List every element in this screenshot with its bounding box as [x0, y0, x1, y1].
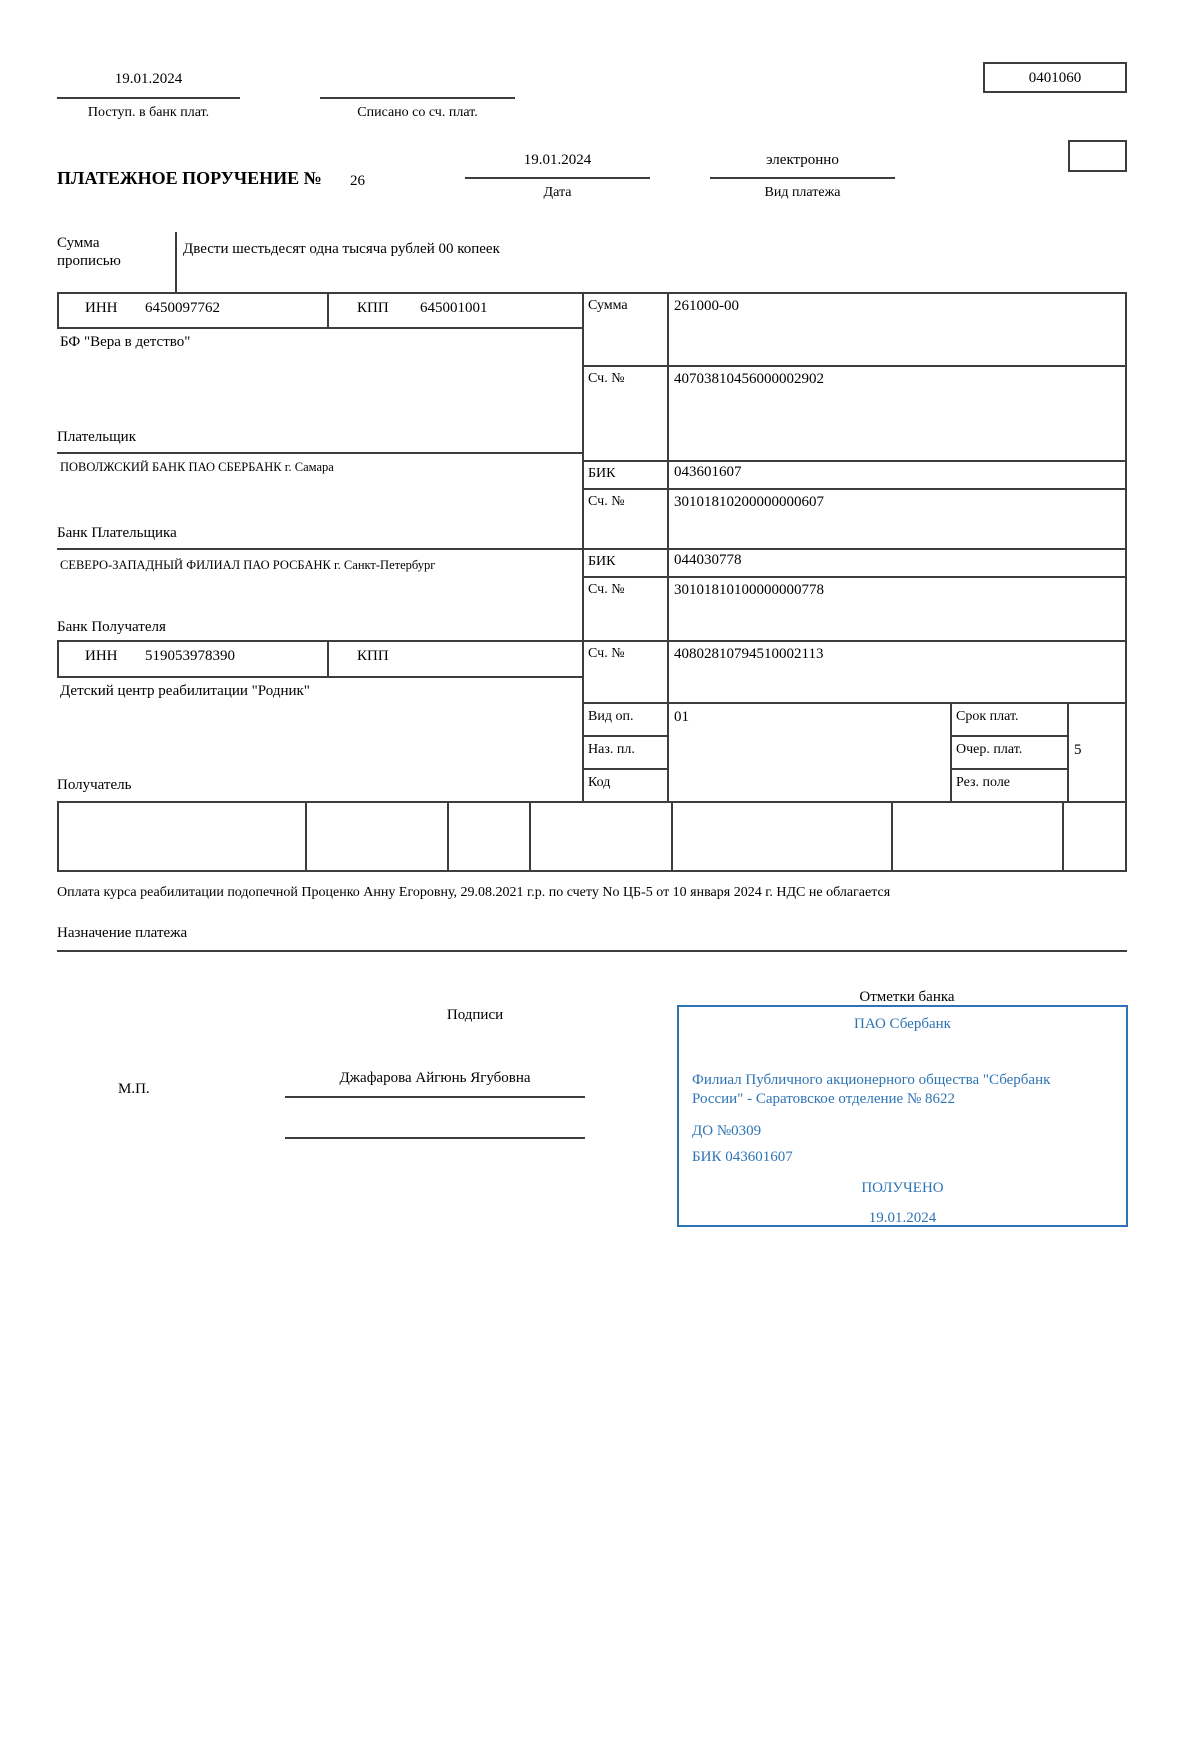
debited-from-account-label: Списано со сч. плат.	[357, 105, 478, 120]
rule	[57, 801, 59, 870]
signer-name: Джафарова Айгюнь Ягубовна	[339, 1070, 531, 1086]
rule	[175, 232, 177, 292]
payment-order-priority-value: 5	[1074, 742, 1082, 758]
stamp-office: ДО №0309	[692, 1123, 762, 1139]
beneficiary-account-value: 40802810794510002113	[674, 646, 824, 662]
rule	[57, 950, 1127, 952]
signatures-label: Подписи	[446, 1007, 504, 1023]
payment-purpose-text: Оплата курса реабилитации подопечной Проценко Анну Егоровну, 29.08.2021 г.р. по счету No ЦБ-5 от 10 января 2024 г. НДС не облагается	[57, 885, 891, 900]
amount-value: 261000-00	[674, 298, 739, 314]
rule	[305, 801, 307, 870]
rule	[582, 735, 669, 737]
document-title: ПЛАТЕЖНОЕ ПОРУЧЕНИЕ №	[57, 168, 322, 188]
rule	[710, 177, 895, 179]
payer-account-label: Сч. №	[588, 371, 625, 386]
operation-type-value: 01	[674, 709, 689, 725]
payment-purpose-code-label: Наз. пл.	[588, 742, 635, 757]
payer-bank-section-label: Банк Плательщика	[57, 525, 177, 541]
empty-code-box	[1068, 140, 1127, 172]
payer-name: БФ "Вера в детство"	[60, 334, 191, 350]
received-in-bank-label: Поступ. в банк плат.	[87, 105, 210, 120]
rule	[57, 640, 59, 678]
beneficiary-name: Детский центр реабилитации "Родник"	[60, 683, 310, 699]
stamp-bik: БИК 043601607	[692, 1149, 793, 1165]
code-label: Код	[588, 775, 611, 790]
rule	[667, 292, 669, 803]
amount-words-label-1: Сумма	[57, 235, 100, 251]
rule	[57, 801, 1127, 803]
received-in-bank-date: 19.01.2024	[114, 71, 183, 87]
rule	[57, 452, 584, 454]
payment-kind-label: Вид платежа	[764, 185, 841, 200]
stamp-date: 19.01.2024	[868, 1210, 937, 1226]
beneficiary-bank-bik-label: БИК	[588, 554, 616, 569]
document-date: 19.01.2024	[523, 152, 592, 168]
stamp-place-label: М.П.	[118, 1081, 150, 1097]
beneficiary-kpp-label: КПП	[357, 648, 389, 664]
rule	[891, 801, 893, 870]
payer-bank-bik-value: 043601607	[674, 464, 742, 480]
signature-line	[285, 1137, 585, 1139]
payer-bank-account-value: 30101810200000000607	[674, 494, 824, 510]
rule	[57, 97, 240, 99]
payer-bank-bik-label: БИК	[588, 466, 616, 481]
rule	[465, 177, 650, 179]
stamp-branch: Филиал Публичного акционерного общества "Сбербанк России" - Саратовское отделение № 8622	[692, 1072, 1051, 1107]
rule	[582, 576, 1127, 578]
rule	[57, 292, 1127, 294]
rule	[950, 768, 1069, 770]
rule	[320, 97, 515, 99]
rule	[582, 702, 1127, 704]
rule	[57, 327, 584, 329]
rule	[57, 640, 1127, 642]
rule	[57, 548, 1127, 550]
beneficiary-bank-section-label: Банк Получателя	[57, 619, 166, 635]
amount-words-label-2: прописью	[57, 253, 121, 269]
rule	[950, 702, 952, 803]
payer-kpp-value: 645001001	[420, 300, 488, 316]
form-code-box	[983, 62, 1127, 93]
payment-term-label: Срок плат.	[956, 709, 1019, 724]
rule	[582, 768, 669, 770]
beneficiary-bank-account-value: 30101810100000000778	[674, 582, 824, 598]
payer-bank-account-label: Сч. №	[588, 494, 625, 509]
rule	[582, 488, 1127, 490]
document-number: 26	[350, 173, 365, 189]
payer-kpp-label: КПП	[357, 300, 389, 316]
form-code: 0401060	[1028, 70, 1082, 86]
rule	[1067, 702, 1069, 803]
payer-inn-label: ИНН	[85, 300, 118, 316]
date-label: Дата	[543, 185, 572, 200]
rule	[327, 640, 329, 678]
rule	[57, 292, 59, 329]
rule	[671, 801, 673, 870]
rule	[327, 292, 329, 329]
rule	[57, 870, 1127, 872]
payer-account-value: 40703810456000002902	[674, 371, 824, 387]
rule	[529, 801, 531, 870]
beneficiary-bank-bik-value: 044030778	[674, 552, 742, 568]
rule	[582, 365, 1127, 367]
beneficiary-inn-value: 519053978390	[145, 648, 235, 664]
rule	[582, 292, 584, 803]
signature-line	[285, 1096, 585, 1098]
payment-order-priority-label: Очер. плат.	[956, 742, 1023, 757]
rule	[582, 460, 1127, 462]
payer-bank-name: ПОВОЛЖСКИЙ БАНК ПАО СБЕРБАНК г. Самара	[60, 460, 334, 474]
operation-type-label: Вид оп.	[588, 709, 634, 724]
rule	[447, 801, 449, 870]
payment-kind-value: электронно	[766, 152, 839, 168]
payment-purpose-label: Назначение платежа	[57, 925, 188, 941]
rule	[57, 676, 584, 678]
beneficiary-bank-name: СЕВЕРО-ЗАПАДНЫЙ ФИЛИАЛ ПАО РОСБАНК г. Санкт-Петербург	[60, 558, 436, 572]
bank-stamp	[677, 1005, 1128, 1227]
payer-section-label: Плательщик	[57, 429, 136, 445]
stamp-bank-name: ПАО Сбербанк	[854, 1016, 951, 1032]
beneficiary-bank-account-label: Сч. №	[588, 582, 625, 597]
rule	[950, 735, 1069, 737]
rule	[1125, 292, 1127, 872]
amount-words-value: Двести шестьдесят одна тысяча рублей 00 копеек	[183, 241, 500, 257]
bank-marks-label: Отметки банка	[859, 989, 955, 1005]
beneficiary-inn-label: ИНН	[85, 648, 118, 664]
rule	[1062, 801, 1064, 870]
stamp-status: ПОЛУЧЕНО	[861, 1180, 944, 1196]
beneficiary-account-label: Сч. №	[588, 646, 625, 661]
payer-inn-value: 6450097762	[145, 300, 220, 316]
reserve-field-label: Рез. поле	[956, 775, 1011, 790]
amount-label: Сумма	[588, 298, 628, 313]
beneficiary-section-label: Получатель	[57, 777, 132, 793]
